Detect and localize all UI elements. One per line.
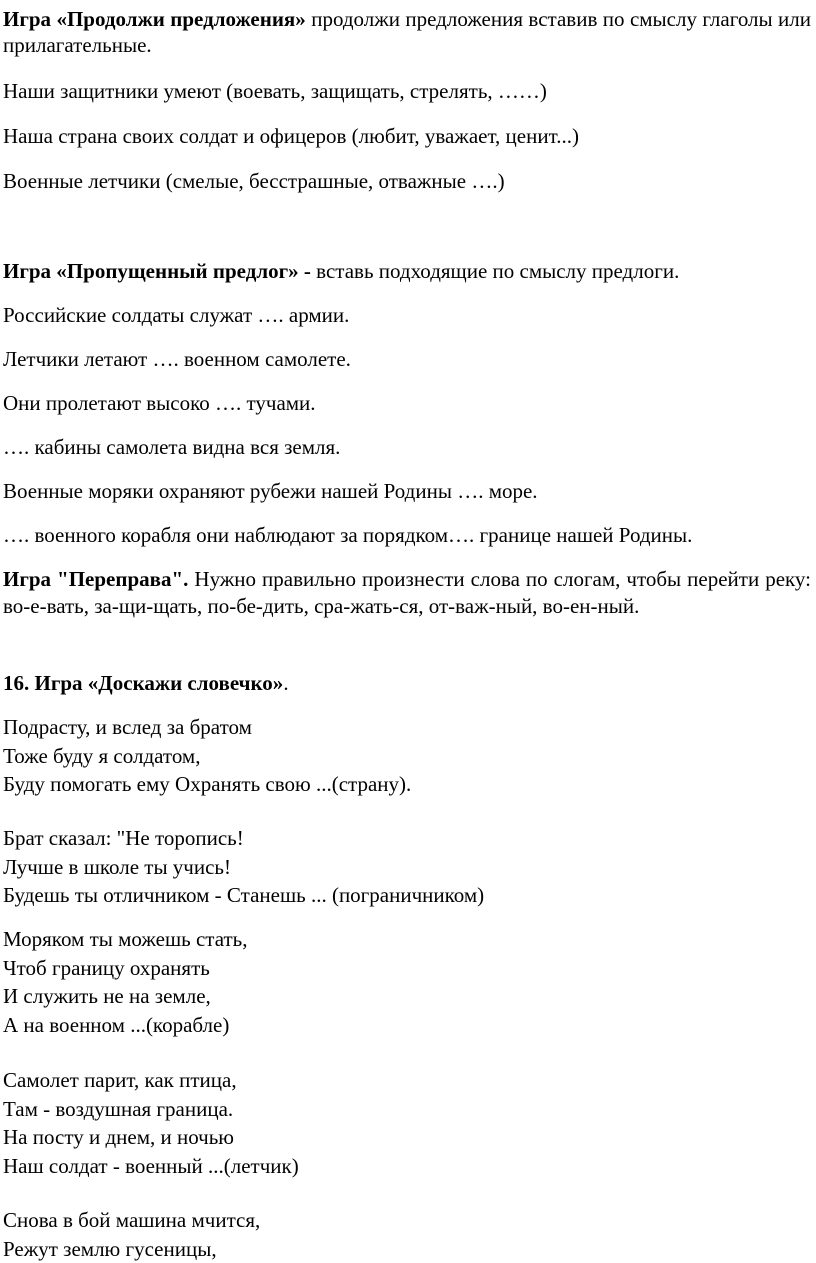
game4-heading — [3, 670, 811, 696]
poem-line: Снова в бой машина мчится, — [3, 1208, 261, 1232]
poem-stanza-3 — [3, 925, 811, 1039]
game1-instruction: продолжи предложения вставив по смыслу глаголы или прилагательные. — [3, 7, 812, 57]
game4-title-suffix: . — [283, 671, 289, 695]
poem-line: И служить не на земле, — [3, 984, 211, 1008]
poem-line: Наш солдат - военный ...(летчик) — [3, 1153, 299, 1178]
game2-line-3: Они пролетают высоко …. тучами. — [3, 391, 316, 415]
poem-line: Буду помогать ему Охранять свою ...(страну). — [3, 772, 412, 796]
poem-line: А на военном ...(корабле) — [3, 1012, 230, 1037]
poem-line: Там - воздушная граница. — [3, 1096, 234, 1121]
game1-line-1: Наши защитники умеют (воевать, защищать, стрелять, ……) — [3, 79, 547, 103]
game2-line-6: …. военного корабля они наблюдают за порядком…. границе нашей Родины. — [3, 523, 693, 547]
game2-line-2: Летчики летают …. военном самолете. — [3, 347, 351, 371]
game2-intro — [3, 258, 811, 284]
game3-text: Нужно правильно произнести слова по слогам, чтобы перейти реку: во-е-вать, за-щи-щать, по-бе-дить, сра-жать-ся, от-важ-ный, во-ен-ный. — [3, 567, 811, 618]
poem-line: Подрасту, и вслед за братом — [3, 715, 252, 739]
game1-title: Игра «Продолжи предложения» — [3, 7, 306, 31]
game2-instruction: вставь подходящие по смыслу предлоги. — [310, 259, 680, 283]
poem-stanza-2 — [3, 824, 811, 910]
game2-line-4: …. кабины самолета видна вся земля. — [3, 435, 341, 459]
poem-line: Моряком ты можешь стать, — [3, 927, 248, 951]
game2-line-5: Военные моряки охраняют рубежи нашей Родины …. море. — [3, 479, 538, 503]
poem-line: Будешь ты отличником - Станешь ... (пограничником) — [3, 883, 485, 907]
game2-title: Игра «Пропущенный предлог» - — [3, 259, 311, 283]
poem-stanza-4 — [3, 1066, 811, 1180]
poem-line: Самолет парит, как птица, — [3, 1068, 237, 1092]
game3-block — [3, 566, 811, 619]
poem-line: Тоже буду я солдатом, — [3, 743, 201, 768]
poem-line: Лучше в школе ты учись! — [3, 854, 231, 879]
poem-line: Чтоб границу охранять — [3, 955, 210, 980]
poem-line: На посту и днем, и ночью — [3, 1125, 234, 1149]
game1-line-3: Военные летчики (смелые, бесстрашные, отважные ….) — [3, 169, 505, 193]
poem-line: Режут землю гусеницы, — [3, 1236, 217, 1261]
game2-line-1: Российские солдаты служат …. армии. — [3, 303, 350, 327]
poem-line: Брат сказал: "Не торопись! — [3, 826, 244, 850]
game4-title: 16. Игра «Доскажи словечко» — [3, 671, 284, 695]
game1-intro — [3, 6, 811, 58]
game3-title: Игра "Переправа". — [3, 567, 189, 591]
poem-stanza-1 — [3, 713, 811, 799]
poem-stanza-5 — [3, 1206, 811, 1263]
game1-line-2: Наша страна своих солдат и офицеров (любит, уважает, ценит...) — [3, 124, 579, 148]
